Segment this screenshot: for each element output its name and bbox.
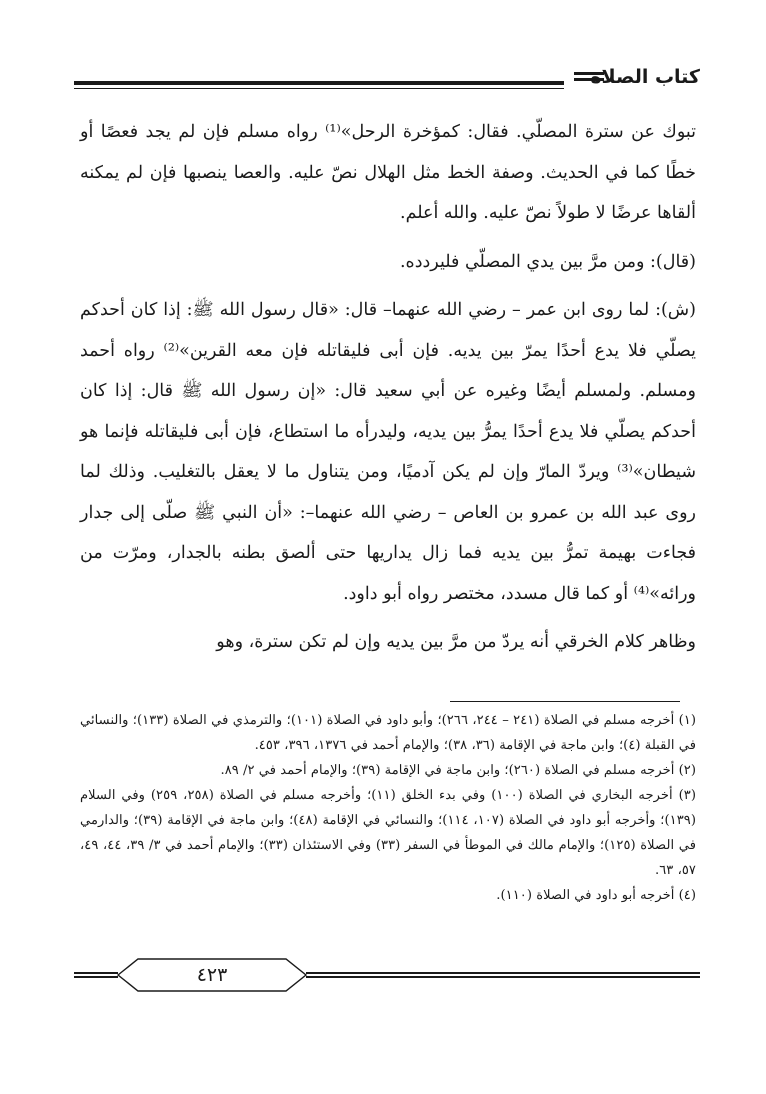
page-number: ٤٢٣ [196, 964, 228, 986]
footer-rule [74, 972, 118, 974]
footnote-separator [450, 701, 680, 702]
footer-rule [74, 976, 118, 978]
footnote: (٣) أخرجه البخاري في الصلاة (١٠٠) وفي بدء الخلق (١١)؛ وأخرجه مسلم في الصلاة (٢٥٨، ٢٥٩) وفي السلام (١٣٩)؛ وأخرجه أبو داود في الصلاة (١٠٧، ١١٤)؛ والنسائي في الإقامة (٤٨)؛ وابن ماجة في الإقامة (٣٩)؛ والدارمي في الصلاة (١٢٥)؛ والإمام مالك في الموطأ في السفر (٣٣) وفي الاستئذان (٣٣)؛ والإمام أحمد في ٣/ ٣٩، ٤٤، ٤٩، ٥٧، ٦٣. [80, 788, 697, 878]
running-header [74, 66, 700, 98]
header-rule-thin [74, 88, 564, 89]
paragraph: (قال): ومن مرَّ بين يدي المصلّي فليردده. [399, 251, 696, 272]
footer-rule [306, 976, 700, 978]
footnote: (١) أخرجه مسلم في الصلاة (٢٤١ – ٢٤٤، ٢٦٦)؛ وأبو داود في الصلاة (١٠١)؛ والترمذي في الصلاة (١٣٣)؛ والنسائي في القبلة (٤)؛ وابن ماجة في الإقامة (٣٦، ٣٨)؛ والإمام أحمد في ١٣٧٦، ٣٩٦، ٤٥٣. [80, 713, 696, 753]
paragraph: تبوك عن سترة المصلّي. فقال: كمؤخرة الرحل»⁽¹⁾ رواه مسلم فإن لم يجد فعصًا أو خطًا كما في الحديث. وصفة الخط مثل الهلال نصّ عليه. والعصا ينصبها فإن لم يمكنه ألقاها عرضًا لا طولاً نصّ عليه. والله أعلم. [80, 122, 697, 223]
footnotes [80, 708, 696, 908]
main-text [80, 112, 696, 663]
header-rule-thick [74, 81, 564, 85]
paragraph: وظاهر كلام الخرقي أنه يردّ من مرَّ بين يديه وإن لم تكن سترة، وهو [216, 632, 696, 652]
paragraph: (ش): لما روى ابن عمر – رضي الله عنهما– قال: «قال رسول الله ﷺ: إذا كان أحدكم يصلّي فلا يدع أحدًا يمرّ بين يديه. فإن أبى فليقاتله فإن معه القرين»⁽²⁾ رواه أحمد ومسلم. ولمسلم أيضًا وغيره عن أبي سعيد قال: «إن رسول الله ﷺ قال: إذا كان أحدكم يصلّي فلا يدع أحدًا يمرُّ بين يديه، وليدرأه ما استطاع، فإن أبى فليقاتله فإنما هو شيطان»⁽³⁾ ويردّ المارّ وإن لم يكن آدميًا، ومن يتناول ما لا يعقل بالتغليب. وذلك لما روى عبد الله بن عمرو بن العاص – رضي الله عنهما–: «أن النبي ﷺ صلّى إلى جدار فجاءت بهيمة تمرُّ بين يديه فما زال يداريها حتى ألصق بطنه بالجدار، ومرّت من ورائه»⁽⁴⁾ أو كما قال مسدد، مختصر رواه أبو داود. [80, 300, 697, 604]
chapter-title: كتاب الصلاة [590, 66, 700, 88]
footer-rule [306, 972, 700, 974]
page-footer [74, 955, 700, 995]
footnote: (٤) أخرجه أبو داود في الصلاة (١١٠). [496, 888, 696, 903]
footnote: (٢) أخرجه مسلم في الصلاة (٢٦٠)؛ وابن ماجة في الإقامة (٣٩)؛ والإمام أحمد في ٢/ ٨٩. [220, 763, 696, 778]
